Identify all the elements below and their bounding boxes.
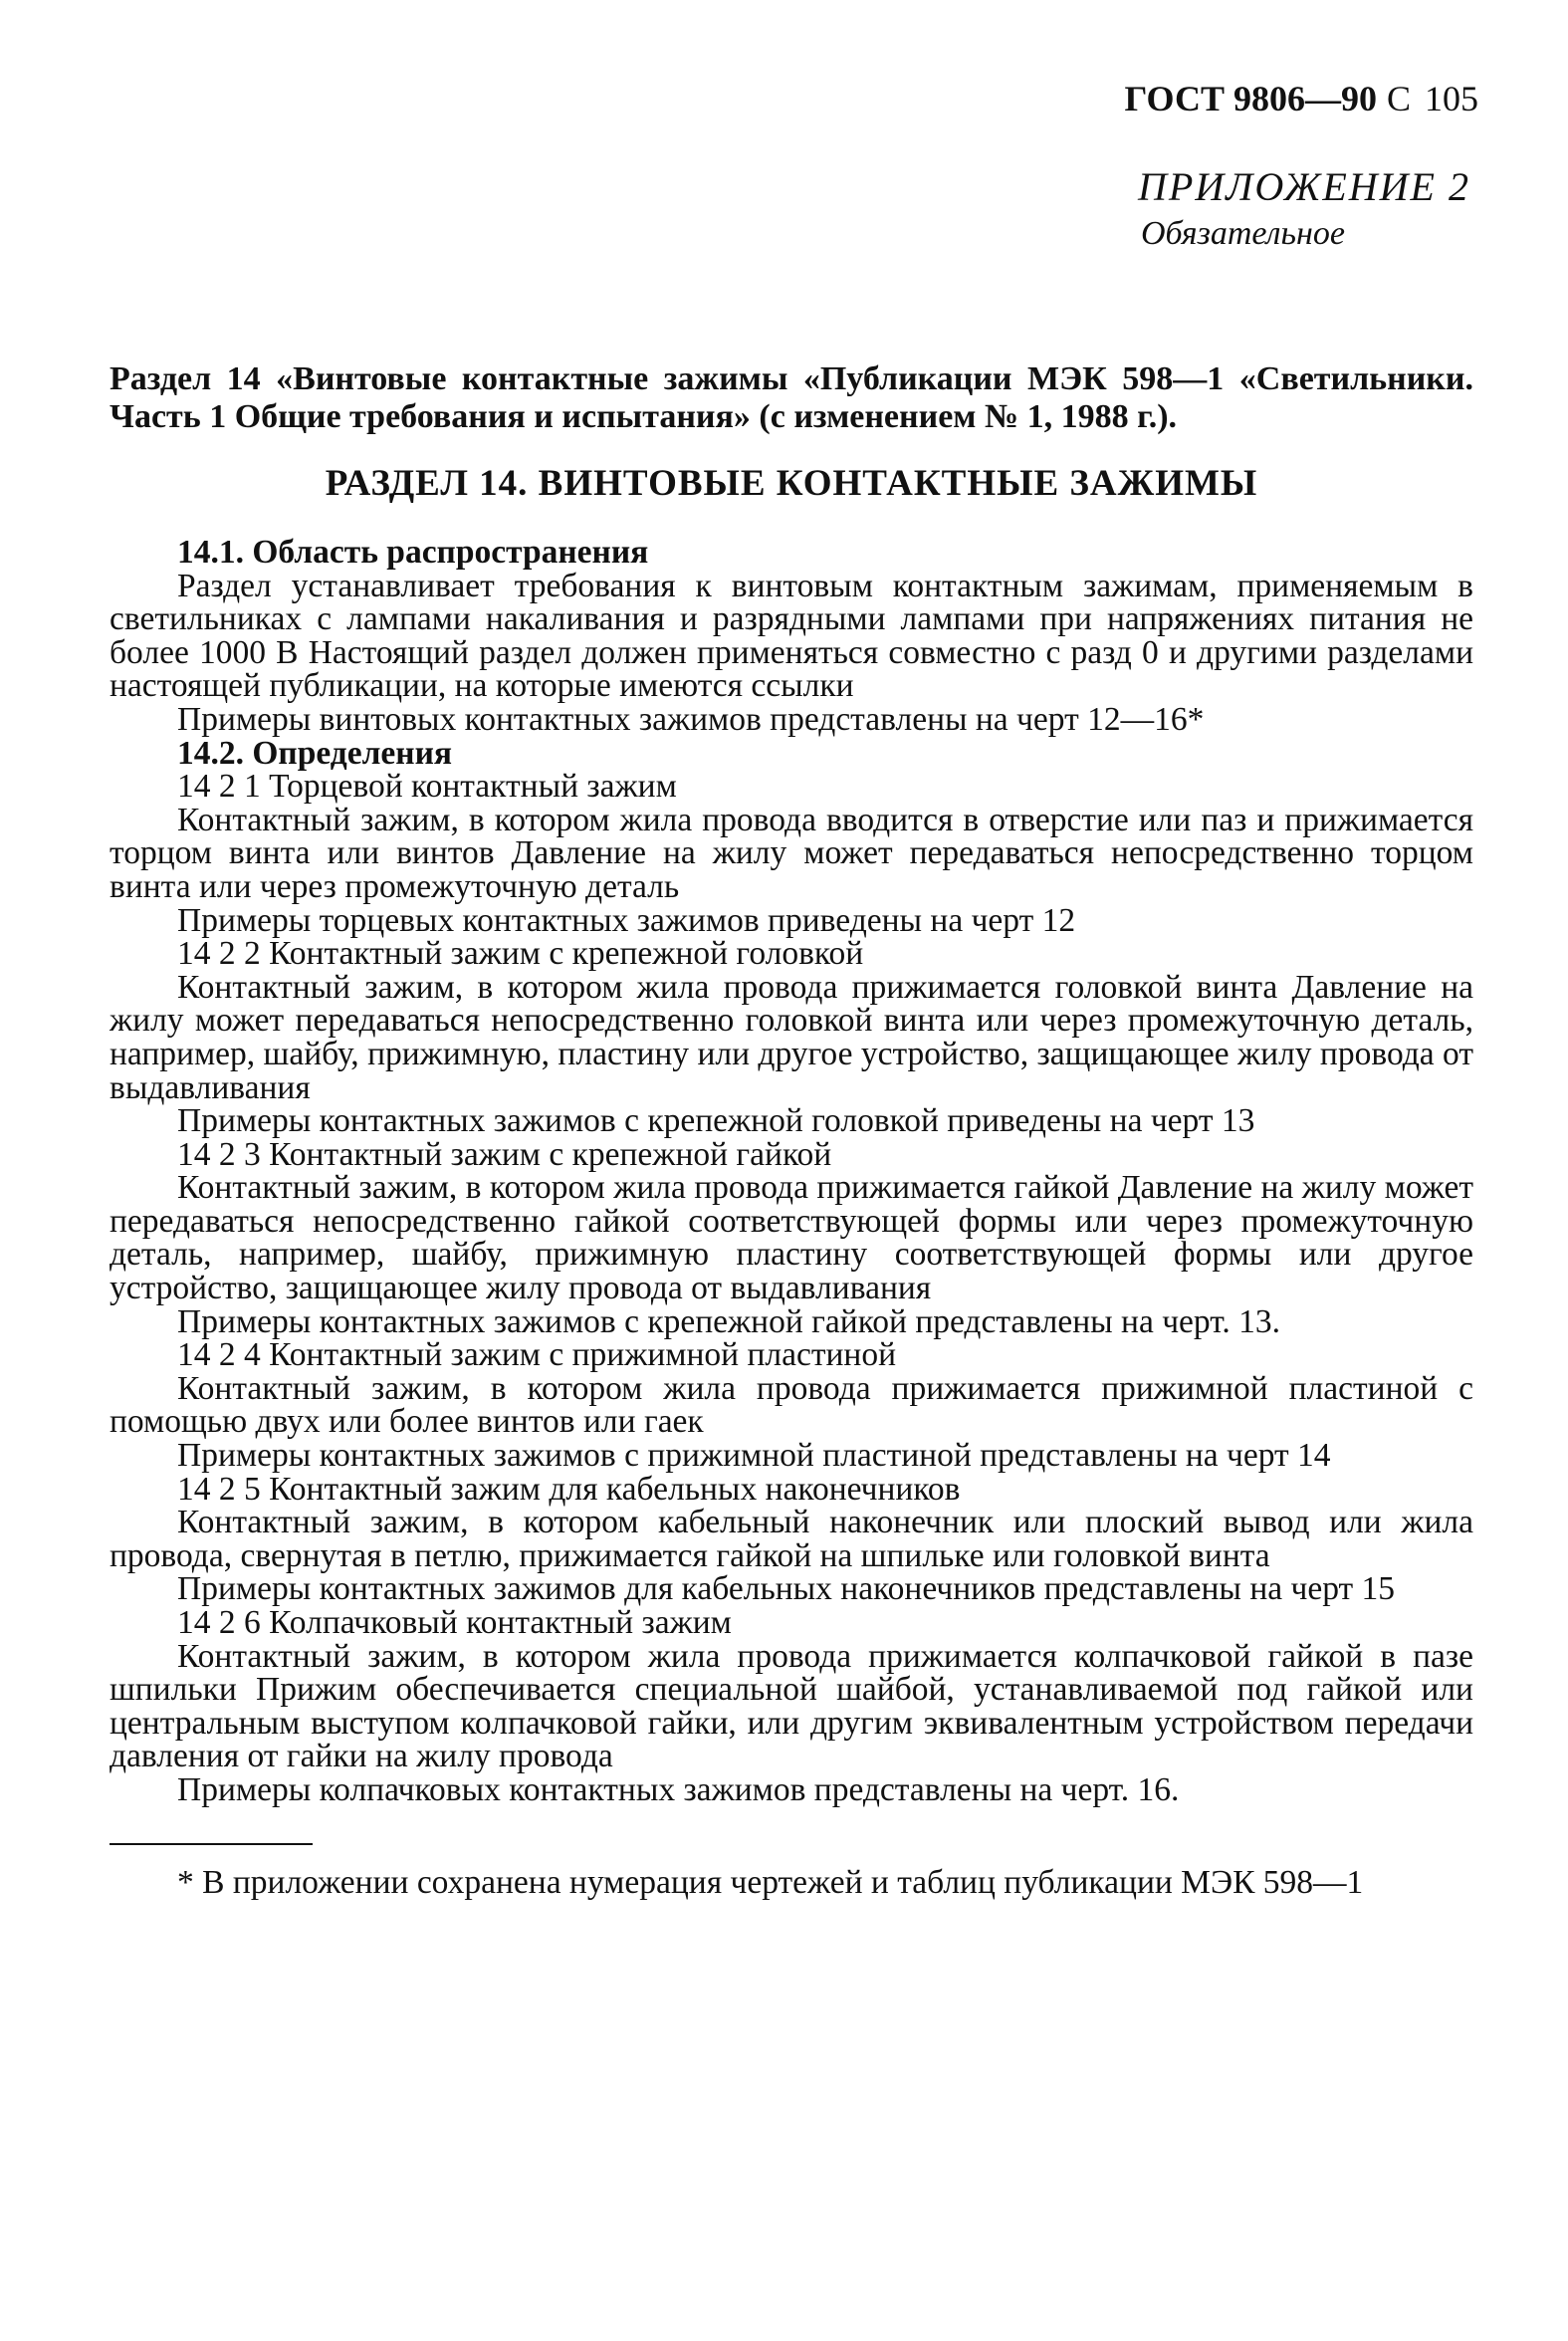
paragraph: Примеры контактных зажимов с крепежной гайкой представлены на черт. 13. xyxy=(177,1302,1280,1340)
paragraph: Контактный зажим, в котором жила провода вводится в отверстие или паз и прижимается торцом винта или винтов Давление на жилу может передаваться непосредственно торцом винта или через промежуточную деталь xyxy=(110,801,1473,905)
intro-paragraph: Раздел 14 «Винтовые контактные зажимы «Публикации МЭК 598—1 «Светильники. Часть 1 Общие требования и испытания» (с изменением № 1, 1988 г.). xyxy=(110,360,1473,435)
paragraph: Примеры винтовых контактных зажимов представлены на черт 12—16* xyxy=(177,700,1205,738)
appendix-note: Обязательное xyxy=(1141,215,1345,252)
page-number: 105 xyxy=(1425,79,1478,118)
paragraph: Примеры контактных зажимов для кабельных наконечников представлены на черт 15 xyxy=(177,1570,1396,1608)
definition-heading: 14 2 3 Контактный зажим с крепежной гайкой xyxy=(177,1135,832,1173)
definition-heading: 14 2 5 Контактный зажим для кабельных наконечников xyxy=(177,1470,961,1508)
definition-heading: 14 2 4 Контактный зажим с прижимной пластиной xyxy=(177,1336,897,1374)
definition-heading: 14 2 2 Контактный зажим с крепежной головкой xyxy=(177,935,864,973)
section-title: РАЗДЕЛ 14. ВИНТОВЫЕ КОНТАКТНЫЕ ЗАЖИМЫ xyxy=(325,463,1258,504)
footnote: * В приложении сохранена нумерация чертежей и таблиц публикации МЭК 598—1 xyxy=(177,1863,1364,1901)
footnote-divider xyxy=(110,1843,313,1845)
subsection-heading: 14.2. Определения xyxy=(177,734,452,772)
appendix-title: ПРИЛОЖЕНИЕ 2 xyxy=(1138,164,1470,209)
paragraph: Контактный зажим, в котором жила провода прижимается головкой винта Давление на жилу может передаваться непосредственно головкой винта или через промежуточную деталь, например, шайбу, прижимную, пластину или другое устройство, защищающее жилу провода от выдавливания xyxy=(110,968,1473,1106)
definition-heading: 14 2 1 Торцевой контактный зажим xyxy=(177,768,677,806)
paragraph: Раздел устанавливает требования к винтовым контактным зажимам, применяемым в светильниках с лампами накаливания и разрядными лампами при напряжениях питания не более 1000 В Настоящий раздел должен применяться совместно с разд 0 и другими разделами настоящей публикации, на которые имеются ссылки xyxy=(110,567,1473,705)
page-prefix: С xyxy=(1386,79,1411,118)
paragraph: Контактный зажим, в котором жила провода прижимается прижимной пластиной с помощью двух или более винтов или гаек xyxy=(110,1369,1473,1441)
page-header xyxy=(1125,78,1478,119)
subsection-heading: 14.1. Область распространения xyxy=(177,534,649,571)
document-code: ГОСТ 9806—90 xyxy=(1124,79,1377,118)
paragraph: Контактный зажим, в котором жила провода прижимается гайкой Давление на жилу может передаваться непосредственно гайкой соответствующей формы или через промежуточную деталь, например, шайбу, прижимную пластину соответствующей формы или другое устройство, защищающее жилу провода от выдавливания xyxy=(110,1169,1473,1307)
paragraph: Контактный зажим, в котором кабельный наконечник или плоский вывод или жила провода, свернутая в петлю, прижимается гайкой на шпильке или головкой винта xyxy=(110,1504,1473,1574)
paragraph: Контактный зажим, в котором жила провода прижимается колпачковой гайкой в пазе шпильки Прижим обеспечивается специальной шайбой, устанавливаемой под гайкой или центральным выступом колпачковой гайки, или другим эквивалентным устройством передачи давления от гайки на жилу провода xyxy=(110,1637,1473,1775)
document-body xyxy=(110,360,1473,1901)
paragraph: Примеры контактных зажимов с крепежной головкой приведены на черт 13 xyxy=(177,1102,1255,1140)
paragraph: Примеры торцевых контактных зажимов приведены на черт 12 xyxy=(177,901,1076,939)
definition-heading: 14 2 6 Колпачковый контактный зажим xyxy=(177,1604,732,1641)
paragraph: Примеры колпачковых контактных зажимов представлены на черт. 16. xyxy=(177,1770,1180,1808)
paragraph: Примеры контактных зажимов с прижимной пластиной представлены на черт 14 xyxy=(177,1437,1331,1475)
